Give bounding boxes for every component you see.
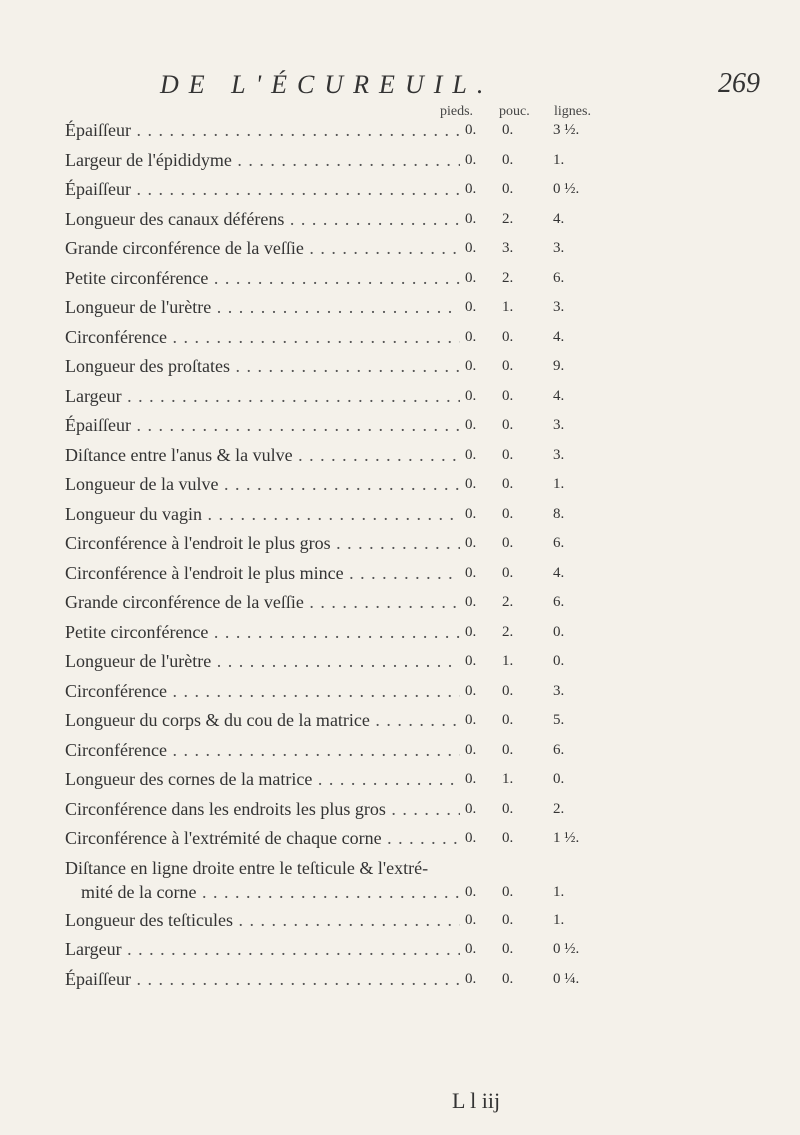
- table-row: [65, 618, 785, 648]
- value-lignes: 3 ½.: [553, 122, 580, 138]
- value-pieds: 0.: [465, 269, 477, 286]
- value-pieds: 0.: [465, 653, 477, 669]
- value-pouces: 0.: [502, 911, 514, 928]
- value-pieds: 0.: [465, 771, 477, 787]
- row-label: Circonférence dans les endroits les plus gros . . .: [65, 795, 460, 825]
- row-label: Longueur de la vulve . . .: [65, 470, 460, 500]
- value-lignes: 0 ½.: [553, 941, 580, 957]
- value-pouces: 2.: [502, 269, 514, 286]
- value-pieds: 0.: [465, 181, 477, 197]
- row-label: Circonférence . . .: [65, 677, 460, 707]
- value-pouces: 0.: [502, 970, 514, 987]
- value-pouces: 0.: [502, 830, 514, 846]
- value-lignes: 6.: [553, 741, 565, 758]
- value-pouces: 2.: [502, 623, 514, 640]
- value-pieds: 0.: [465, 941, 477, 957]
- column-header-pouces: pouc.: [499, 104, 530, 119]
- row-label: Circonférence à l'endroit le plus mince . . .: [65, 559, 460, 589]
- value-lignes: 8.: [553, 505, 565, 522]
- column-header-pieds: pieds.: [440, 104, 474, 119]
- row-label: Grande circonférence de la veſſie . . .: [65, 234, 460, 264]
- table-row: [65, 146, 785, 176]
- table-row: [65, 588, 785, 618]
- value-pouces: 0.: [502, 883, 514, 900]
- value-pouces: 0.: [502, 535, 514, 551]
- value-pieds: 0.: [465, 883, 477, 900]
- table-row: [65, 411, 785, 441]
- value-pieds: 0.: [465, 970, 477, 987]
- value-pieds: 0.: [465, 446, 477, 463]
- row-label: Largeur . . .: [65, 935, 460, 965]
- row-label: Diſtance entre l'anus & la vulve . . .: [65, 441, 460, 471]
- value-pieds: 0.: [465, 800, 477, 817]
- row-label: Petite circonférence . . .: [65, 618, 460, 648]
- value-pouces: 0.: [502, 358, 514, 374]
- row-label-continuation: mité de la corne . . .: [81, 880, 460, 904]
- row-label: Longueur de l'urètre . . .: [65, 293, 460, 323]
- row-label: Longueur de l'urètre . . .: [65, 647, 460, 677]
- value-pouces: 0.: [502, 505, 514, 522]
- value-pieds: 0.: [465, 328, 477, 345]
- value-pouces: 1.: [502, 653, 514, 669]
- row-label: Circonférence . . .: [65, 736, 460, 766]
- table-row: [65, 965, 785, 995]
- value-pieds: 0.: [465, 741, 477, 758]
- table-row: [65, 205, 785, 235]
- table-row: [65, 736, 785, 766]
- value-pouces: 0.: [502, 417, 514, 433]
- value-lignes: 1 ½.: [553, 830, 580, 846]
- row-label: Épaiſſeur . . .: [65, 175, 460, 205]
- row-label: Diſtance en ligne droite entre le teſticule & l'extré-: [65, 857, 429, 878]
- value-pouces: 0.: [502, 941, 514, 957]
- value-pouces: 1.: [502, 299, 514, 315]
- value-pouces: 0.: [502, 741, 514, 758]
- row-label: Largeur de l'épididyme . . .: [65, 146, 460, 176]
- table-row: [65, 175, 785, 205]
- value-pieds: 0.: [465, 623, 477, 640]
- value-pieds: 0.: [465, 564, 477, 581]
- table-row: [65, 677, 785, 707]
- value-lignes: 3.: [553, 682, 565, 699]
- value-lignes: 3.: [553, 446, 565, 463]
- value-pieds: 0.: [465, 505, 477, 522]
- value-lignes: 5.: [553, 712, 565, 728]
- table-row: [65, 382, 785, 412]
- value-pouces: 0.: [502, 151, 514, 168]
- running-title: DE L'ÉCUREUIL.: [160, 70, 494, 99]
- table-row: [65, 293, 785, 323]
- row-label: Longueur des cornes de la matrice . . .: [65, 765, 460, 795]
- table-row: [65, 795, 785, 825]
- value-pouces: 0.: [502, 712, 514, 728]
- row-label: Largeur . . .: [65, 382, 460, 412]
- table-row: [65, 706, 785, 736]
- value-pouces: 0.: [502, 800, 514, 817]
- table-row: [65, 906, 785, 936]
- row-label: Petite circonférence . . .: [65, 264, 460, 294]
- value-pouces: 1.: [502, 771, 514, 787]
- value-pieds: 0.: [465, 476, 477, 492]
- row-label: Circonférence . . .: [65, 323, 460, 353]
- value-lignes: 2.: [553, 800, 565, 817]
- value-pieds: 0.: [465, 299, 477, 315]
- signature-mark: L l iij: [452, 1088, 501, 1113]
- row-label: Épaiſſeur . . .: [65, 411, 460, 441]
- value-pieds: 0.: [465, 911, 477, 928]
- value-pouces: 0.: [502, 328, 514, 345]
- table-row: [65, 935, 785, 965]
- value-pieds: 0.: [465, 210, 477, 227]
- value-lignes: 1.: [553, 883, 565, 900]
- value-pieds: 0.: [465, 240, 477, 256]
- row-label: Circonférence à l'extrémité de chaque corne . . .: [65, 824, 460, 854]
- value-lignes: 4.: [553, 387, 565, 404]
- value-lignes: 1.: [553, 476, 565, 492]
- value-pouces: 0.: [502, 387, 514, 404]
- row-label: Épaiſſeur . . .: [65, 965, 460, 995]
- value-pieds: 0.: [465, 712, 477, 728]
- value-pouces: 0.: [502, 446, 514, 463]
- value-pieds: 0.: [465, 122, 477, 138]
- value-lignes: 4.: [553, 210, 565, 227]
- value-lignes: 6.: [553, 594, 565, 610]
- value-pieds: 0.: [465, 151, 477, 168]
- value-lignes: 4.: [553, 564, 565, 581]
- value-pouces: 0.: [502, 181, 514, 197]
- value-pieds: 0.: [465, 682, 477, 699]
- value-pouces: 0.: [502, 122, 514, 138]
- table-row: [65, 352, 785, 382]
- value-pieds: 0.: [465, 387, 477, 404]
- page-number: 269: [718, 68, 760, 99]
- value-lignes: 0.: [553, 653, 565, 669]
- table-row: [65, 559, 785, 589]
- value-lignes: 1.: [553, 911, 565, 928]
- value-pieds: 0.: [465, 594, 477, 610]
- value-pouces: 3.: [502, 240, 514, 256]
- row-label: Épaiſſeur . . .: [65, 116, 460, 146]
- row-label: Grande circonférence de la veſſie . . .: [65, 588, 460, 618]
- row-label: Longueur du vagin . . .: [65, 500, 460, 530]
- table-row: [65, 854, 785, 906]
- value-lignes: 0 ¼.: [553, 970, 580, 987]
- value-pouces: 0.: [502, 476, 514, 492]
- table-row: [65, 500, 785, 530]
- table-row: [65, 824, 785, 854]
- row-label: Longueur des canaux déférens . . .: [65, 205, 460, 235]
- table-row: [65, 264, 785, 294]
- value-lignes: 3.: [553, 299, 565, 315]
- value-pouces: 0.: [502, 564, 514, 581]
- value-pieds: 0.: [465, 417, 477, 433]
- value-lignes: 0 ½.: [553, 181, 580, 197]
- value-lignes: 6.: [553, 535, 565, 551]
- value-lignes: 0.: [553, 771, 565, 787]
- table-row: [65, 529, 785, 559]
- value-lignes: 6.: [553, 269, 565, 286]
- value-pieds: 0.: [465, 830, 477, 846]
- value-pieds: 0.: [465, 535, 477, 551]
- table-row: [65, 470, 785, 500]
- table-row: [65, 765, 785, 795]
- value-lignes: 3.: [553, 240, 565, 256]
- value-pouces: 0.: [502, 682, 514, 699]
- value-pouces: 2.: [502, 594, 514, 610]
- value-lignes: 1.: [553, 151, 565, 168]
- value-lignes: 0.: [553, 623, 565, 640]
- value-lignes: 9.: [553, 358, 565, 374]
- value-pouces: 2.: [502, 210, 514, 227]
- table-row: [65, 441, 785, 471]
- value-lignes: 3.: [553, 417, 565, 433]
- row-label: Circonférence à l'endroit le plus gros . . .: [65, 529, 460, 559]
- column-header-lignes: lignes.: [554, 104, 591, 119]
- row-label: Longueur du corps & du cou de la matrice . . .: [65, 706, 460, 736]
- value-pieds: 0.: [465, 358, 477, 374]
- table-row: [65, 116, 785, 146]
- measurement-table: [65, 116, 785, 994]
- value-lignes: 4.: [553, 328, 565, 345]
- table-row: [65, 234, 785, 264]
- row-label: Longueur des proſtates . . .: [65, 352, 460, 382]
- table-row: [65, 647, 785, 677]
- table-row: [65, 323, 785, 353]
- row-label: Longueur des teſticules . . .: [65, 906, 460, 936]
